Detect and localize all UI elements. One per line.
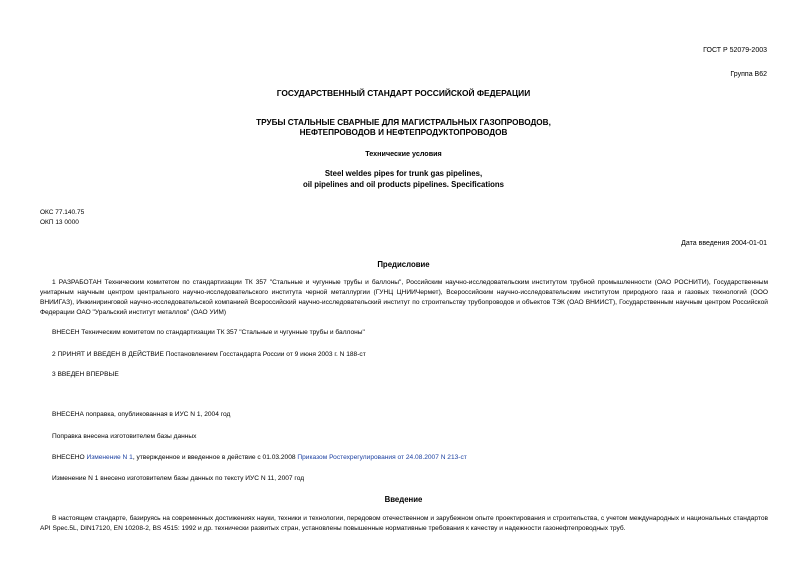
change-1-link[interactable]: Изменение N 1 <box>86 454 133 461</box>
document-title-line-2: НЕФТЕПРОВОДОВ И НЕФТЕПРОДУКТОПРОВОДОВ <box>299 128 508 137</box>
preface-paragraph-1: 1 РАЗРАБОТАН Техническим комитетом по стандартизации ТК 357 "Стальные и чугунные трубы и баллоны", Российским научно-исследовательским институтом трубной промышленности (ОАО РОСНИТИ), Государственным унитарным научным центром центрального научно-исследовательского института черной металлургии (ГУНЦ ЦНИИЧермет), Всероссийским научно-исследовательским институтом природного газа и газовых технологий (ООО ВНИИГАЗ), Инжиниринговой научно-исследовательской компанией Всероссийский научно-исследовательский институт по строительству трубопроводов и объектов ТЭК (ОАО ВНИИСТ), Государственным научным центром Российской Федерации ОАО "Уральский институт металлов" (ОАО УИМ) <box>40 279 768 316</box>
group-code: Группа В62 <box>730 71 767 78</box>
document-title-line-1: ТРУБЫ СТАЛЬНЫЕ СВАРНЫЕ ДЛЯ МАГИСТРАЛЬНЫХ ГАЗОПРОВОДОВ, <box>256 118 551 127</box>
amendment-maker-note: Поправка внесена изготовителем базы данных <box>52 433 197 440</box>
introduction-heading: Введение <box>384 495 423 504</box>
oks-code: ОКС 77.140.75 <box>40 209 85 216</box>
standard-code: ГОСТ Р 52079-2003 <box>703 47 767 54</box>
introduction-date: Дата введения 2004-01-01 <box>681 240 767 247</box>
change-middle-text: , утвержденное и введенное в действие с 01.03.2008 <box>132 454 298 461</box>
change-prefix: ВНЕСЕНО <box>52 454 87 461</box>
preface-heading: Предисловие <box>377 260 430 269</box>
change-maker-note: Изменение N 1 внесено изготовителем базы данных по тексту ИУС N 11, 2007 год <box>52 475 305 482</box>
preface-first-introduced: 3 ВВЕДЕН ВПЕРВЫЕ <box>52 371 119 378</box>
change-line <box>52 454 467 461</box>
english-title-line-2: oil pipelines and oil products pipelines. Specifications <box>302 180 505 189</box>
preface-adopted: 2 ПРИНЯТ И ВВЕДЕН В ДЕЙСТВИЕ Постановлением Госстандарта России от 9 июня 2003 г. N 188-ст <box>52 351 366 358</box>
preface-submitted: ВНЕСЕН Техническим комитетом по стандартизации ТК 357 "Стальные и чугунные трубы и баллоны" <box>52 329 365 336</box>
document-subtitle: Технические условия <box>365 149 442 158</box>
english-title-line-1: Steel weldes pipes for trunk gas pipelines, <box>324 169 483 178</box>
amendment-note: ВНЕСЕНА поправка, опубликованная в ИУС N 1, 2004 год <box>52 411 231 418</box>
okp-code: ОКП 13 0000 <box>40 219 79 226</box>
order-link[interactable]: Приказом Ростехрегулирования от 24.08.2007 N 213-ст <box>297 454 467 461</box>
introduction-paragraph-1: В настоящем стандарте, базируясь на современных достижениях науки, техники и технологии, передовом отечественном и зарубежном опыте проектирования и строительства, с учетом международных и национальных стандартов API Spec.5L, DIN17120, EN 10208-2, BS 4515: 1992 и др. технически развитых стран, установлены повышенные нормативные требования к качеству и надежности газонефтепроводных труб. <box>40 515 768 532</box>
standard-title: ГОСУДАРСТВЕННЫЙ СТАНДАРТ РОССИЙСКОЙ ФЕДЕРАЦИИ <box>276 88 531 98</box>
